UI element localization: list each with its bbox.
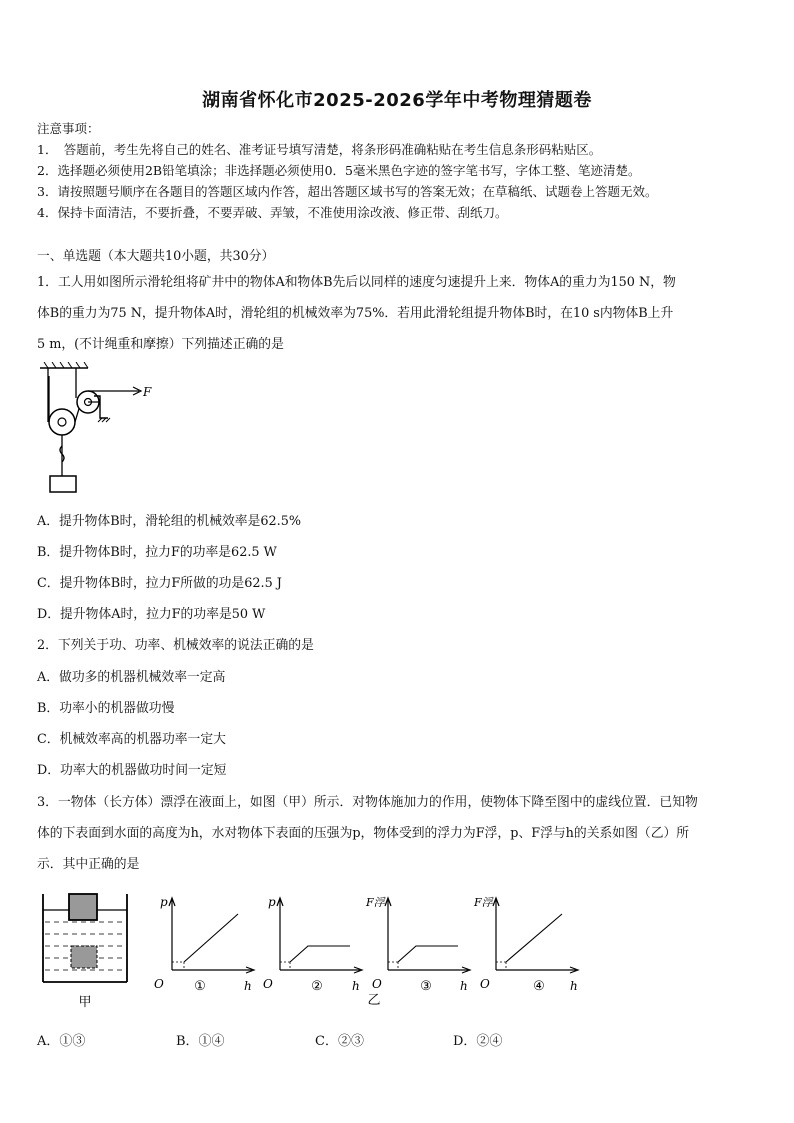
notes-heading: 注意事项： xyxy=(37,121,100,136)
q3-line-3: 示．其中正确的是 xyxy=(37,857,140,872)
q1-option-c: C．提升物体B时，拉力F所做的功是62.5 J xyxy=(37,576,282,591)
graph-1-xlabel: h xyxy=(244,979,252,993)
graph-3-origin: O xyxy=(372,977,382,991)
q1-line-1: 1．工人用如图所示滑轮组将矿井中的物体A和物体B先后以同样的速度匀速提升上来．物体A的重力为150 N，物 xyxy=(37,275,676,290)
section-heading: 一、单选题（本大题共10小题，共30分） xyxy=(37,249,275,264)
q2-option-c: C．机械效率高的机器功率一定大 xyxy=(37,732,226,747)
graph-2 xyxy=(263,895,362,994)
q3-answer-d: D．②④ xyxy=(453,1034,503,1049)
graph-3-number: ③ xyxy=(420,979,432,994)
page-title: 湖南省怀化市2025-2026学年中考物理猜题卷 xyxy=(202,90,592,111)
pulley-figure xyxy=(36,362,166,494)
graph-2-number: ② xyxy=(311,979,323,994)
graph-4-xlabel: h xyxy=(570,979,578,993)
container-figure xyxy=(40,890,130,1012)
graph-3-ylabel: F浮 xyxy=(366,896,385,909)
graph-4-number: ④ xyxy=(533,979,545,994)
graph-2-ylabel: p xyxy=(268,895,276,909)
q3-line-2: 体的下表面到水面的高度为h，水对物体下表面的压强为p，物体受到的浮力为F浮，p、F浮与h的关系如图（乙）所 xyxy=(37,826,690,841)
note-item-4: 4．保持卡面清洁，不要折叠，不要弄破、弄皱，不准使用涂改液、修正带、刮纸刀。 xyxy=(37,205,508,220)
q1-option-a: A．提升物体B时，滑轮组的机械效率是62.5% xyxy=(37,514,302,529)
q2-option-b: B．功率小的机器做功慢 xyxy=(37,701,175,716)
q3-line-1: 3．一物体（长方体）漂浮在液面上，如图（甲）所示．对物体施加力的作用，使物体下降至图中的虚线位置．已知物 xyxy=(37,795,698,810)
graph-4-ylabel: F浮 xyxy=(474,896,493,909)
figure-yi-label: 乙 xyxy=(367,993,381,1008)
q1-option-d: D．提升物体A时，拉力F的功率是50 W xyxy=(37,607,266,622)
graph-3 xyxy=(365,896,470,994)
figure-jia-label: 甲 xyxy=(78,995,92,1010)
q3-answer-a: A．①③ xyxy=(37,1034,86,1049)
q1-line-2: 体B的重力为75 N，提升物体A时，滑轮组的机械效率为75%．若用此滑轮组提升物体B时，在10 s内物体B上升 xyxy=(37,306,674,321)
graph-4-origin: O xyxy=(480,977,490,991)
note-item-3: 3．请按照题号顺序在各题目的答题区域内作答，超出答题区域书写的答案无效；在草稿纸、试题卷上答题无效。 xyxy=(37,184,658,199)
graph-3-xlabel: h xyxy=(460,979,468,993)
q2-stem: 2．下列关于功、功率、机械效率的说法正确的是 xyxy=(37,638,314,653)
graph-2-origin: O xyxy=(263,977,273,991)
q1-line-3: 5 m，(不计绳重和摩擦）下列描述正确的是 xyxy=(37,337,284,352)
q1-option-b: B．提升物体B时，拉力F的功率是62.5 W xyxy=(37,545,277,560)
graph-1-origin: O xyxy=(154,977,164,991)
graph-4 xyxy=(473,896,578,994)
q3-answer-c: C．②③ xyxy=(315,1034,364,1049)
note-item-2: 2．选择题必须使用2B铅笔填涂；非选择题必须使用0．5毫米黑色字迹的签字笔书写，字体工整、笔迹清楚。 xyxy=(37,163,641,178)
graph-2-xlabel: h xyxy=(352,979,360,993)
force-label: F xyxy=(143,385,152,399)
graph-1-number: ① xyxy=(194,979,206,994)
q2-option-a: A．做功多的机器机械效率一定高 xyxy=(37,670,226,685)
note-item-1: 1． 答题前，考生先将自己的姓名、准考证号填写清楚，将条形码准确粘贴在考生信息条形码粘贴区。 xyxy=(37,142,602,157)
graphs-figure xyxy=(150,890,590,1010)
q3-answer-b: B．①④ xyxy=(176,1034,225,1049)
graph-1-ylabel: p xyxy=(160,895,168,909)
q2-option-d: D．功率大的机器做功时间一定短 xyxy=(37,763,227,778)
graph-1 xyxy=(154,895,254,994)
